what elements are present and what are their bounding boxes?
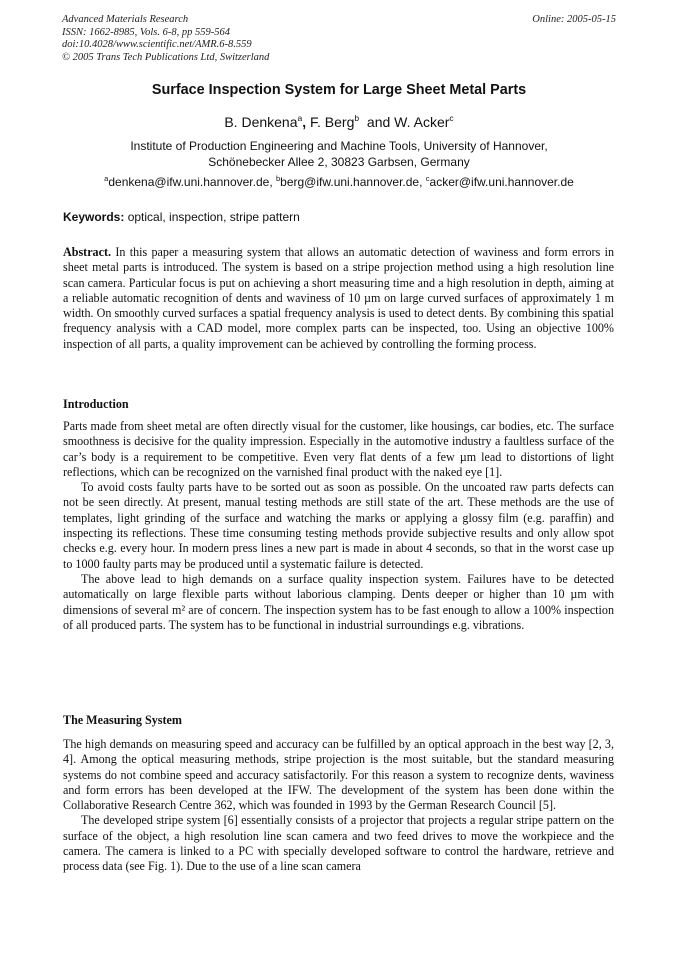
author-list: [0, 113, 678, 130]
measuring-system-body: [63, 737, 614, 875]
journal-name: Advanced Materials Research: [62, 14, 189, 25]
email-address: denkena@ifw.uni.hannover.de,: [108, 175, 276, 189]
affiliation-line: Schönebecker Allee 2, 30823 Garbsen, Germany: [208, 155, 470, 169]
email-list: [0, 174, 678, 189]
author-separator: ,: [302, 114, 311, 130]
author-affil-mark: c: [449, 113, 454, 123]
keywords-label: Keywords:: [63, 210, 125, 224]
paragraph: The high demands on measuring speed and accuracy can be fulfilled by an optical approach in the best way [2, 3, 4]. Among the optical measuring methods, stripe projection is the most suitable, but the standard measuring systems do not combine speed and accuracy satisfactorily. For this reason a system to recognize dents, waviness and form errors has been developed at the IFW. The development of the system has been done within the Collaborative Research Centre 362, which was founded in 1993 by the German Research Council [5].: [63, 737, 614, 813]
author-affil-mark: a: [297, 113, 303, 123]
affiliation: [0, 138, 678, 170]
keywords: [63, 210, 300, 224]
introduction-body: [63, 419, 614, 633]
abstract-label: Abstract.: [63, 245, 112, 259]
author-name: W. Acker: [394, 114, 450, 130]
author-name: B. Denkena: [224, 114, 298, 130]
paragraph: The above lead to high demands on a surface quality inspection system. Failures have to be detected automatically on large flexible parts without laborious clamping. Dents deeper or higher than 10 µm with dimensions of several m² are of concern. The inspection system has to be fast enough to allow a 100% inspection of all produced parts. The system has to be functional in industrial surroundings e.g. vibrations.: [63, 571, 614, 632]
paragraph: To avoid costs faulty parts have to be sorted out as soon as possible. On the uncoated raw parts defects can not be seen directly. At present, manual testing methods are still state of the art. These methods are the use of templates, light grinding of the surface and watching the marks or applying a glossy film (e.g. paraffin) and inspecting its reflections. These time consuming testing methods provide subjective results and only allow spot checks e.g. every hour. In modern press lines a new part is made in about 4 seconds, so that in the worst case up to 1000 faulty parts may be produced until a systematic failure is detected.: [63, 480, 614, 571]
abstract-block: [63, 245, 614, 352]
author-affil-mark: b: [354, 113, 360, 123]
doi-line: doi:10.4028/www.scientific.net/AMR.6-8.559: [62, 39, 252, 50]
online-date: Online: 2005-05-15: [532, 14, 616, 25]
keywords-text: optical, inspection, stripe pattern: [124, 210, 300, 224]
section-heading-measuring-system: The Measuring System: [63, 713, 182, 727]
author-separator: and: [359, 114, 395, 130]
issn-line: ISSN: 1662-8985, Vols. 6-8, pp 559-564: [62, 26, 230, 38]
abstract-text: In this paper a measuring system that allows an automatic detection of waviness and form errors in sheet metal parts is introduced. The system is based on a stripe projection method using a high resolution line scan camera. Particular focus is put on achieving a short measuring time and a high resolution in depth, aiming at a reliable automatic recognition of dents and waviness of 10 µm on large curved surfaces of approximately 1 m width. On smoothly curved surfaces a spatial frequency analysis is used to detect dents. By combining this spatial frequency analysis with a CAD model, more complex parts can be inspected, too. Using an objective 100% inspection of all parts, a quality improvement can be achieved by controlling the forming process.: [63, 245, 614, 351]
paper-title: Surface Inspection System for Large Sheet Metal Parts: [151, 82, 527, 98]
paragraph: The developed stripe system [6] essentially consists of a projector that projects a regular stripe pattern on the surface of the object, a high resolution line scan camera and two feed drives to move the workpiece and the camera. The camera is linked to a PC with specially developed software to control the hardware, retrieve and process data (see Fig. 1). Due to the use of a line scan camera: [63, 813, 614, 874]
email-address: berg@ifw.uni.hannover.de,: [280, 175, 426, 189]
publication-header: [62, 14, 616, 64]
paragraph: Parts made from sheet metal are often directly visual for the customer, like housings, car bodies, etc. The surface smoothness is decisive for the quality impression. Especially in the automotive industry a faultless surface of the car’s body is a requirement to be competitive. Even very flat dents of a few µm lead to distortions of light reflections, which can be recognized on the varnished final product with the naked eye [1].: [63, 419, 614, 479]
section-heading-introduction: Introduction: [63, 397, 129, 411]
email-address: acker@ifw.uni.hannover.de: [429, 175, 574, 189]
email-mark: a: [104, 174, 109, 183]
copyright-line: © 2005 Trans Tech Publications Ltd, Switzerland: [62, 51, 270, 63]
affiliation-line: Institute of Production Engineering and Machine Tools, University of Hannover,: [130, 139, 548, 153]
email-mark: c: [425, 174, 430, 183]
author-name: F. Berg: [310, 114, 355, 130]
email-mark: b: [275, 174, 281, 183]
